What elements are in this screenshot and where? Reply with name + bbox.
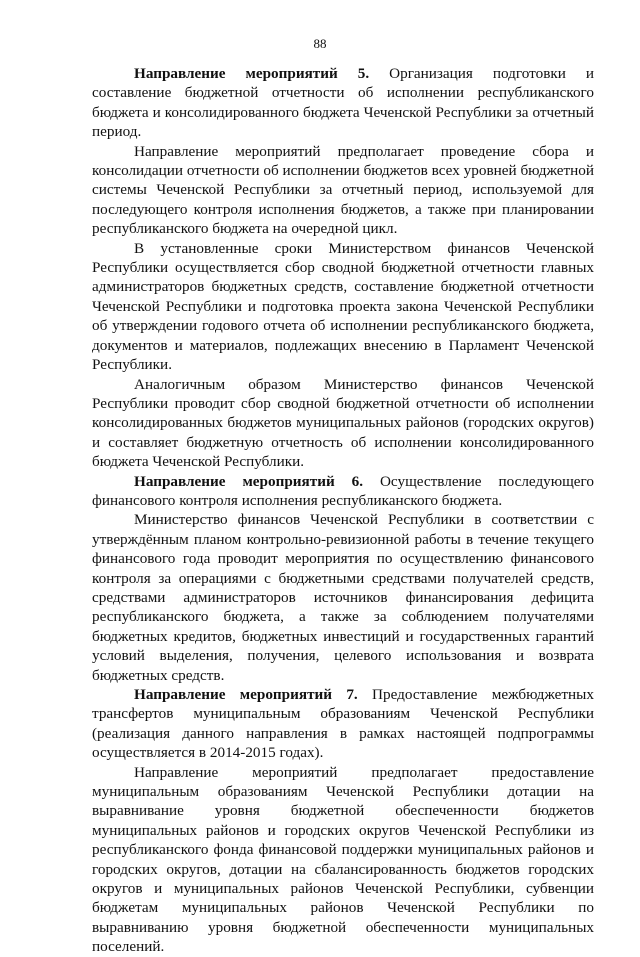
paragraph-text: Организация подготовки и составление бюджетной отчетности об исполнении республиканского бюджета и консолидированного бюджета Чеченской Республики за отчетный период. — [92, 65, 594, 141]
paragraph-text: Предоставление межбюджетных трансфертов муниципальным образованиям Чеченской Республики (реализация данного направления в рамках настоящей подпрограммы осуществляется в 2014-2015 годах). — [92, 686, 594, 762]
paragraph-text: Аналогичным образом Министерство финансов Чеченской Республики проводит сбор сводной бюджетной отчетности об исполнении консолидированных бюджетов муниципальных районов (городских округов) и составляет бюджетную отчетность об исполнении консолидированного бюджета Чеченской Республики. — [92, 375, 594, 471]
document-body — [92, 64, 594, 957]
paragraph — [92, 763, 594, 957]
paragraph — [92, 142, 594, 239]
paragraph-text: Министерство финансов Чеченской Республики в соответствии с утверждённым планом контрольно-ревизионной работы в течение текущего финансового года проводит мероприятия по осуществлению финансового контроля за операциями с бюджетными средствами получателей средств, средствами администраторов источников финансирования дефицита республиканского бюджета, а также за соблюдением получателями бюджетных кредитов, бюджетных инвестиций и государственных гарантий условий выделения, получения, целевого использования и возврата бюджетных средств. — [92, 511, 594, 684]
paragraph-direction-6 — [92, 472, 594, 511]
paragraph-text: В установленные сроки Министерством финансов Чеченской Республики осуществляется сбор сводной бюджетной отчетности главных администраторов бюджетных средств, составление бюджетной отчетности Чеченской Республики и подготовка проекта закона Чеченской Республики об утверждении годового отчета об исполнении республиканского бюджета, документов и материалов, подлежащих внесению в Парламент Чеченской Республики. — [92, 239, 594, 374]
paragraph-direction-5 — [92, 64, 594, 142]
paragraph-lead: Направление мероприятий 7. — [134, 686, 358, 703]
paragraph-lead: Направление мероприятий 5. — [134, 65, 370, 82]
paragraph-lead: Направление мероприятий 6. — [134, 472, 364, 490]
paragraph-text: Направление мероприятий предполагает проведение сбора и консолидации отчетности об исполнении бюджетов всех уровней бюджетной системы Чеченской Республики за отчетный период, используемой для последующего контроля исполнения бюджетов, а также при планировании республиканского бюджета на очередной цикл. — [92, 142, 594, 238]
page-number: 88 — [313, 36, 327, 51]
paragraph-text: Направление мероприятий предполагает предоставление муниципальным образованиям Чеченской Республики дотации на выравнивание уровня бюджетной обеспеченности бюджетов муниципальных районов и городских округов Чеченской Республики из республиканского фонда финансовой поддержки муниципальных районов и городских округов, дотации на сбалансированность бюджетов городских округов и муниципальных районов Чеченской Республики, субвенции бюджетам муниципальных районов Чеченской Республики по выравниванию уровня бюджетной обеспеченности муниципальных поселений. — [92, 763, 594, 956]
paragraph-text: Осуществление последующего финансового контроля исполнения республиканского бюджета. — [92, 472, 594, 509]
paragraph — [92, 239, 594, 375]
paragraph-direction-7 — [92, 685, 594, 763]
paragraph — [92, 375, 594, 472]
paragraph — [92, 510, 594, 685]
